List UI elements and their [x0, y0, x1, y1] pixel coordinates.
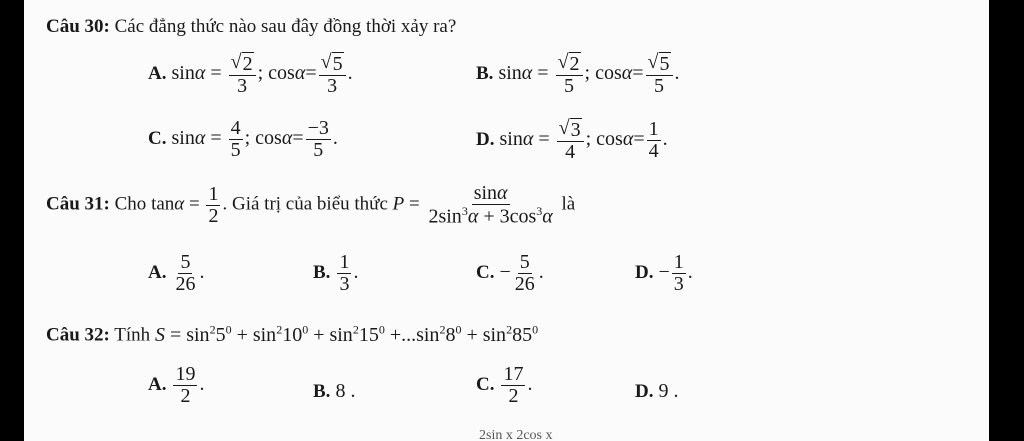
answer-30-a: A. sinα = √ 2 3 ; cosα= √ 5 3 .	[148, 51, 353, 97]
answer-31-d: D. − $\frac{1}{3}$ .	[635, 251, 693, 295]
answer-32-a: A. $\frac{19}{2}$ .	[148, 363, 205, 407]
answer-31-a: A. $\frac{5}{26}$ .	[148, 251, 205, 295]
answer-31-b: B. $\frac{1}{3}$ .	[313, 251, 359, 295]
answer-32-c: C. $\frac{17}{2}$ .	[476, 363, 533, 407]
answer-32-b: B. 8 .	[313, 380, 356, 402]
exam-page	[24, 0, 989, 441]
question-32: Câu 32: Tính $S = \sin^25^0 + \sin^210^0 + \sin^215^0 +...\sin^28^0 + \sin^285^0$	[46, 322, 539, 346]
question-number: Câu 32:	[46, 324, 110, 346]
answer-30-b: B. sinα = √ 2 5 ; cosα= √ 5 5 .	[476, 51, 680, 97]
answer-30-d: D. sinα = √ 3 4 ; cosα= $\frac{1}{4}$ .	[476, 117, 668, 163]
cutoff-text: 2sin x 2cos x	[479, 428, 553, 441]
answer-31-c: C. − $\frac{5}{26}$ .	[476, 251, 544, 295]
question-30	[46, 16, 456, 38]
question-number: Câu 30:	[46, 16, 110, 37]
question-number: Câu 31:	[46, 193, 110, 215]
question-31: Câu 31: Cho tanα = $\frac{1}{2}$ . Giá trị của biểu thức P = $\frac{\sin\alpha}{2\sin^3\alpha + 3\cos^3\alpha}$ là	[46, 182, 576, 228]
question-text: Các đẳng thức nào sau đây đồng thời xảy ra?	[114, 16, 457, 37]
answer-30-c: C. sinα = $\frac{4}{5}$ ; cosα= $\frac{-3}{5}$ .	[148, 117, 338, 161]
answer-32-d: D. 9 .	[635, 380, 679, 402]
